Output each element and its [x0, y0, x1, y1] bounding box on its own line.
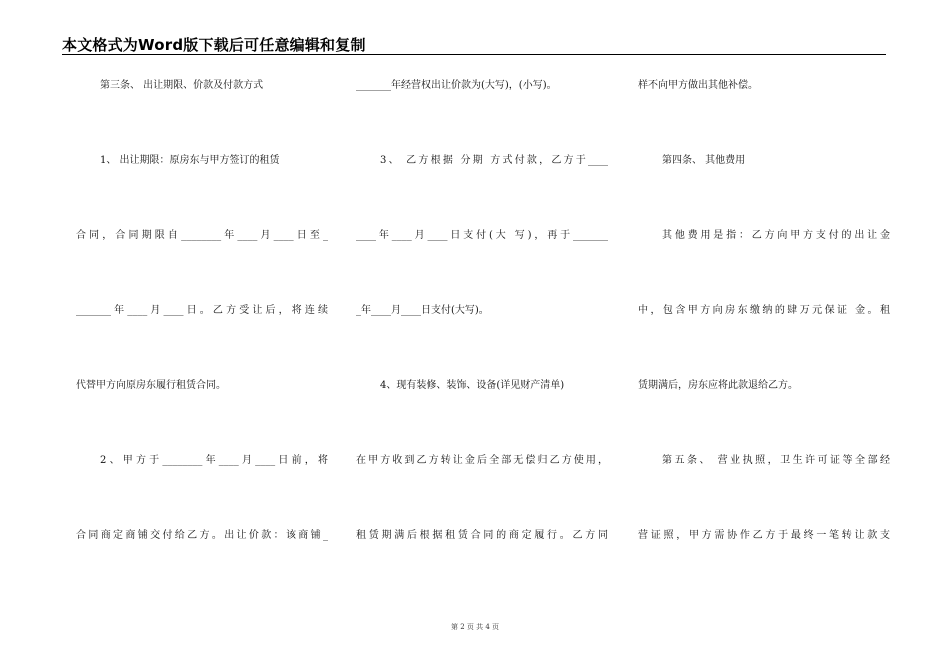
text-line: 其他费用是指：乙方向甲方支付的出让金 [662, 230, 890, 241]
text-line: 合同商定商铺交付给乙方。出让价款：该商铺_ [76, 530, 328, 541]
page-number-footer: 第 2 页 共 4 页 [450, 623, 500, 631]
text-line: 样不向甲方做出其他补偿。 [638, 80, 758, 91]
text-line: 租赁期满后根据租赁合同的商定履行。乙方同 [356, 530, 608, 541]
text-line: _______年经营权出让价款为(大写)，(小写)。 [356, 80, 557, 91]
text-line: _年____月____日支付(大写)。 [356, 305, 489, 316]
text-line: 1、 出让期限：原房东与甲方签订的租赁 [100, 155, 280, 166]
text-line: 2、甲方于________年____月____日前，将 [100, 455, 328, 466]
text-line: 代替甲方向原房东履行租赁合同。 [76, 380, 226, 391]
document-header-title: 本文格式为Word版下载后可任意编辑和复制 [62, 36, 366, 54]
text-line: 合同，合同期限自________年____月____日至_ [76, 230, 328, 241]
text-line: ____年____月____日支付(大 写)，再于_______ [356, 230, 608, 241]
text-line: _______年____月____日。乙方受让后，将连续 [76, 305, 328, 316]
text-line: 中，包含甲方向房东缴纳的肆万元保证 金。租 [638, 305, 890, 316]
text-line: 在甲方收到乙方转让金后全部无偿归乙方使用， [356, 455, 608, 466]
text-line: 赁期满后，房东应将此款退给乙方。 [638, 380, 798, 391]
text-line: 营证照，甲方需协作乙方于最终一笔转让款支 [638, 530, 890, 541]
text-line: 3、 乙方根据 分期 方式付款，乙方于____ [380, 155, 608, 166]
text-line: 第五条、 营业执照，卫生许可证等全部经 [662, 455, 890, 466]
text-line: 4、现有装修、装饰、设备(详见财产清单) [380, 380, 565, 391]
text-line: 第三条、 出让期限、价款及付款方式 [100, 80, 264, 91]
text-line: 第四条、 其他费用 [662, 155, 746, 166]
header-divider [62, 54, 886, 55]
